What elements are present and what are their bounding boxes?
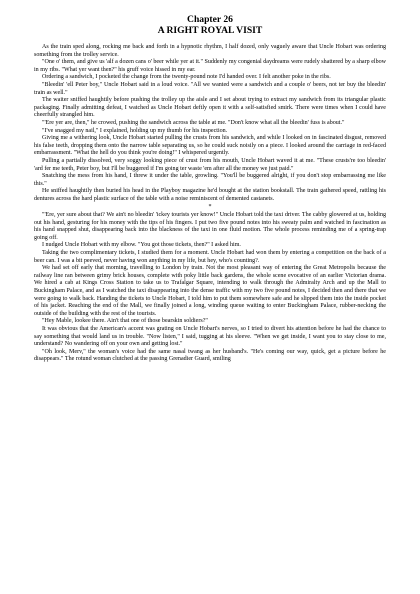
section-separator: * [208, 204, 212, 211]
paragraph: Snatching the mess from his hand, I threw it under the table, growling. "You'll be buggered alright, if you don't stop embarrassing me like this." [34, 173, 386, 187]
paragraph: As the train sped along, rocking me back and forth in a hypnotic rhythm, I half dozed, only vaguely aware that Uncle Hobart was ordering something from the trolley service. [34, 44, 386, 58]
paragraph: It was obvious that the American's accent was grating on Uncle Hobart's nerves, so I tried to divert his attention before he had the chance to say something that would land us in trouble. "Now listen," I said, tugging at his sleeve. "When we get inside, I want you to stay close to me, understand? No wandering off on your own and getting lost." [34, 325, 386, 348]
paragraph: I nudged Uncle Hobart with my elbow. "You got those tickets, then?" I asked him. [42, 242, 241, 249]
paragraph: Ordering a sandwich, I pocketed the change from the twenty-pound note I'd handed over. I felt another poke in the ribs. [42, 74, 331, 81]
paragraph: The waiter sniffed haughtily before pushing the trolley up the aisle and I set about trying to extract my sandwich from its triangular plastic packaging. Finally admitting defeat, I watched as Uncle Hobart deftly open it with a self-satisfied smirk. There were times when I could have cheerfully strangled him. [34, 97, 386, 119]
document-page [34, 14, 386, 364]
body-section-2 [34, 212, 386, 364]
paragraph: "One o' them, and give us 'alf a dozen cans o' beer while yer at it." Suddenly my congenial daydreams were rudely shattered by a sharp elbow in my ribs. "What yer want then?" his gruff voice hissed in my ear. [34, 59, 386, 73]
paragraph: "Oh look, Merv," the woman's voice had the same nasal twang as her husband's. "He's coming our way, quick, get a picture before he disappears." The rotund woman clutched at the passing Grenadier Guard, smiling [34, 348, 386, 363]
paragraph: "I've snagged my nail," I explained, holding up my thumb for his inspection. [42, 127, 228, 134]
paragraph: Giving me a withering look, Uncle Hobart started pulling the crusts from his sandwich, and while I looked on in fascinated disgust, removed his false teeth, dropping them onto the narrow table separating us, so he could suck noisily on a piece. I looked around the carriage in red-faced embarrassment. "What the hell do you think you're doing!" I whispered urgently. [34, 135, 386, 157]
paragraph: We had set off early that morning, travelling to London by train. Not the most pleasant way of entering the Great Metropolis because the railway line ran between grimy brick houses, complete with poky little back gardens, the whole scene evocative of an earlier Victorian drama. We hired a cab at Kings Cross Station to take us to Trafalgar Square, intending to walk through the Admiralty Arch and up the Mall to Buckingham Palace, and as I watched the taxi disappearing into the dense traffic with my two five pound notes, I decided then and there that we were going to walk back. Handing the tickets to Uncle Hobart, I told him to put them somewhere safe and he slipped them into the inside pocket of his jacket. Reaching the end of the Mall, we finally joined a long, winding queue waiting to enter Buckingham Palace, rubber-necking the outside of the building with the rest of the tourists. [34, 265, 386, 317]
paragraph: "Hey Mable, lookee there. Ain't that one of those bearskin soldiers?" [42, 318, 208, 325]
paragraph: Taking the two complimentary tickets, I studied them for a moment. Uncle Hobart had won them by entering a competition on the back of a beer can. I was a bit peeved, never having won anything in my life, but hey, who's counting?. [34, 250, 386, 264]
paragraph: "Bleedin' 'ell Peter boy," Uncle Hobart said in a loud voice. "All we wanted were a sandwich and a couple o' beers, not ter buy the bleedin' train as well." [34, 81, 386, 96]
paragraph: "'Ere, yer sure about that? We ain't no bleedin' 'ickey tourists yer know!" Uncle Hobart told the taxi driver. The cabby glowered at us, holding out his hand, gesturing for his money with the tips of his fingers. I put two five pound notes into his sweaty palm and watched in fascination as his hand snapped shut, disappearing back into the blackness of the taxi in one fluid motion. The whole process reminding me of a spring-trap going off. [34, 212, 386, 241]
chapter-title: A RIGHT ROYAL VISIT [157, 25, 263, 36]
paragraph: Pulling a partially dissolved, very soggy looking piece of crust from his mouth, Uncle Hobart waved it at me. "These crusts're too bleedin' 'ard fer me teeth, Peter boy, but I'll be buggered if I'm going ter waste 'em after all the money we just paid." [34, 157, 386, 172]
chapter-number: Chapter 26 [187, 14, 233, 25]
paragraph: He sniffed haughtily then buried his head in the Playboy magazine he'd bought at the station bookstall. The train gathered speed, rattling his dentures across the hard plastic surface of the table with a noise reminiscent of demented castanets. [34, 188, 386, 202]
paragraph: "'Ere yer are, then," he crowed, pushing the sandwich across the table at me. "Don't know what all the bleedin' fuss is about." [42, 119, 345, 126]
body-section-1 [34, 44, 386, 203]
